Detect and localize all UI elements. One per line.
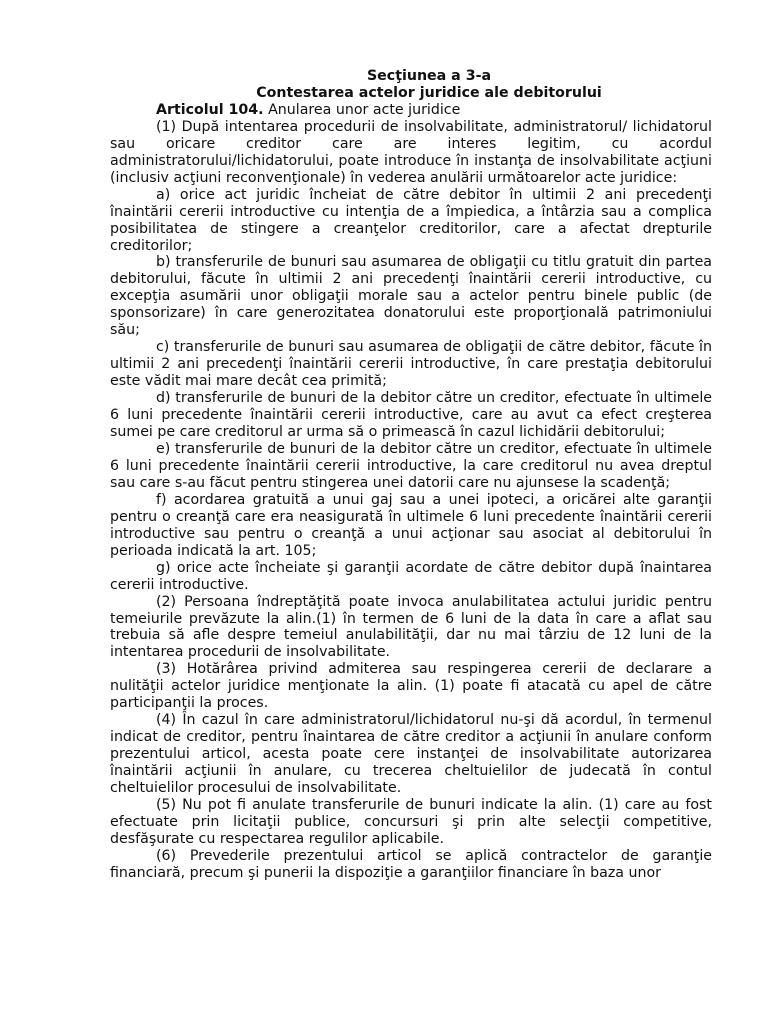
article-name: Anularea unor acte juridice <box>263 101 461 118</box>
paragraph-1c: c) transferurile de bunuri sau asumarea de obligaţii de către debitor, făcute în ultimii 2 ani precedenţi înaintării cererii introductive, în care prestaţia debitorului este vădit mai mare decât cea primită; <box>110 339 712 390</box>
section-title: Contestarea actelor juridice ale debitorului <box>256 84 602 101</box>
paragraph-3: (3) Hotărârea privind admiterea sau respingerea cererii de declarare a nulităţii actelor juridice menţionate la alin. (1) poate fi atacată cu apel de către participanţii la proces. <box>110 661 712 712</box>
paragraph-1g: g) orice acte încheiate şi garanţii acordate de către debitor după înaintarea cererii introductive. <box>110 559 712 593</box>
paragraph-1d: d) transferurile de bunuri de la debitor către un creditor, efectuate în ultimele 6 luni precedente înaintării cererii introductive, care au avut ca efect creşterea sumei pe care creditorul ar urma să o primească în cazul lichidării debitorului; <box>110 390 712 441</box>
paragraph-2: (2) Persoana îndreptăţită poate invoca anulabilitatea actului juridic pentru temeiurile prevăzute la alin.(1) în termen de 6 luni de la data în care a aflat sau trebuia să afle despre temeiul anulabilităţii, dar nu mai târziu de 12 luni de la intentarea procedurii de insolvabilitate. <box>110 593 712 661</box>
paragraph-1: (1) După intentarea procedurii de insolvabilitate, administratorul/ lichidatorul sau oricare creditor care are interes legitim, cu acordul administratorului/lichidatorului, poate introduce în instanţa de insolvabilitate acţiuni (inclusiv acţiuni reconvenţionale) în vederea anulării următoarelor acte juridice: <box>110 118 712 186</box>
paragraph-1b: b) transferurile de bunuri sau asumarea de obligaţii cu titlu gratuit din partea debitorului, făcute în ultimii 2 ani precedenţi înaintării cererii introductive, cu excepţia asumării unor obligaţii morale sau a actelor pentru binele public (de sponsorizare) în care generozitatea donatorului este proporţională patrimoniului său; <box>110 254 712 339</box>
article-label: Articolul 104. <box>156 101 264 118</box>
paragraph-1a: a) orice act juridic încheiat de către debitor în ultimii 2 ani precedenţi înaintării cererii introductive cu intenţia de a împiedica, a întârzia sau a complica posibilitatea de stingere a creanţelor creditorilor, care a afectat drepturile creditorilor; <box>110 186 712 254</box>
article-heading <box>110 102 712 119</box>
paragraph-4: (4) În cazul în care administratorul/lichidatorul nu-şi dă acordul, în termenul indicat de creditor, pentru înaintarea de către creditor a acţiunii în anulare conform prezentului articol, acesta poate cere instanţei de insolvabilitate autorizarea înaintării acţiunii în anulare, cu trecerea cheltuielilor de judecată în contul cheltuielilor procesului de insolvabilitate. <box>110 712 712 797</box>
paragraph-1e: e) transferurile de bunuri de la debitor către un creditor, efectuate în ultimele 6 luni precedente înaintării cererii introductive, la care creditorul nu avea dreptul sau care s-au făcut pentru stingerea unei datorii care nu ajunsese la scadenţă; <box>110 440 712 491</box>
paragraph-5: (5) Nu pot fi anulate transferurile de bunuri indicate la alin. (1) care au fost efectuate prin licitaţii publice, concursuri şi prin alte selecţii competitive, desfăşurate cu respectarea regulilor aplicabile. <box>110 796 712 847</box>
section-heading: Secţiunea a 3-a <box>366 68 492 84</box>
paragraph-1f: f) acordarea gratuită a unui gaj sau a unei ipoteci, a oricărei alte garanţii pentru o creanţă care era neasigurată în ultimele 6 luni precedente înaintării cererii introductive sau pentru o creanţă a unui acţionar sau asociat al debitorului în perioada indicată la art. 105; <box>110 491 712 559</box>
paragraph-6: (6) Prevederile prezentului articol se aplică contractelor de garanţie financiară, precum şi punerii la dispoziţie a garanţiilor financiare în baza unor <box>110 847 712 881</box>
document-page <box>110 68 712 882</box>
